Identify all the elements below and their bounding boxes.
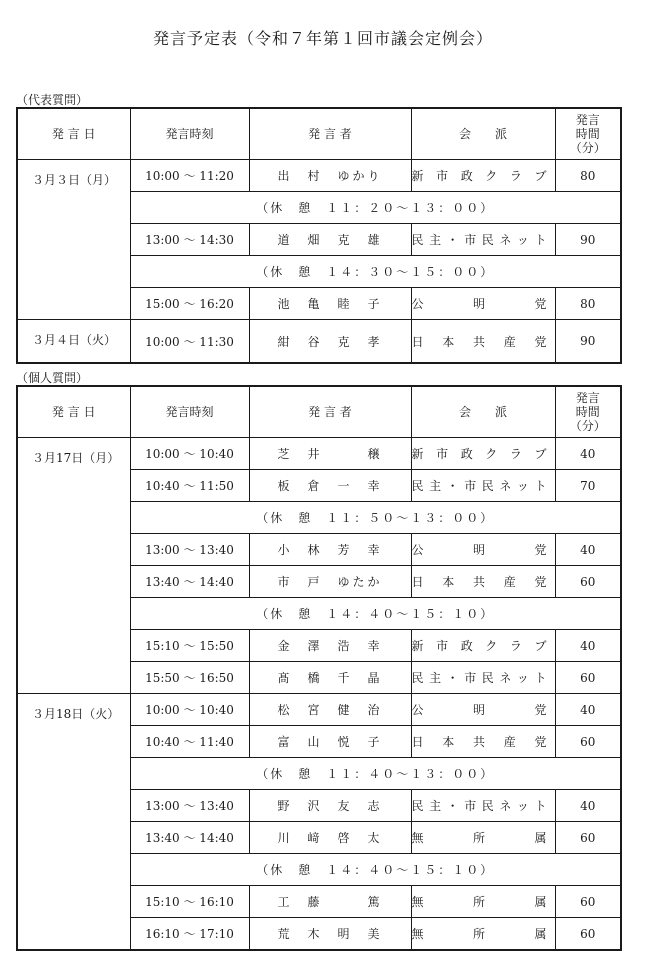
header-day: 発 言 日	[17, 386, 130, 438]
time-cell: 10:00 ～ 11:20	[130, 160, 249, 192]
faction-text: 日 本 共 産 党	[411, 575, 547, 589]
time-cell: 10:40 ～ 11:40	[130, 726, 249, 758]
faction-cell	[411, 566, 555, 598]
speaker-cell: 金 澤 浩 幸	[249, 630, 411, 662]
minutes-cell: 40	[555, 534, 621, 566]
header-day: 発 言 日	[17, 108, 130, 160]
time-cell: 13:40 ～ 14:40	[130, 822, 249, 854]
speaker-cell: 工 藤 篤	[249, 886, 411, 918]
minutes-cell: 60	[555, 566, 621, 598]
day-cell: ３月４日（火）	[17, 320, 130, 364]
day-cell: ３月18日（火）	[17, 694, 130, 951]
section-label: （個人質問）	[16, 371, 89, 385]
break-cell: （休 憩 １４：３０～１５：００）	[130, 256, 621, 288]
page-title: 発言予定表（令和７年第１回市議会定例会）	[152, 29, 493, 48]
section-label: （代表質問）	[16, 93, 89, 107]
speaker-cell: 出 村 ゆかり	[249, 160, 411, 192]
header-time: 発言時刻	[130, 386, 249, 438]
time-cell: 13:00 ～ 14:30	[130, 224, 249, 256]
faction-cell	[411, 160, 555, 192]
minutes-cell: 40	[555, 790, 621, 822]
faction-cell	[411, 320, 555, 364]
faction-cell	[411, 790, 555, 822]
minutes-cell: 90	[555, 224, 621, 256]
minutes-cell: 90	[555, 320, 621, 364]
speaker-cell: 紺 谷 克 孝	[249, 320, 411, 364]
header-minutes	[555, 386, 621, 438]
speaker-cell: 板 倉 一 幸	[249, 470, 411, 502]
faction-text: 公 明 党	[411, 543, 547, 557]
header-speaker: 発 言 者	[249, 386, 411, 438]
header-faction: 会 派	[411, 108, 555, 160]
minutes-cell: 60	[555, 918, 621, 951]
header-row	[17, 108, 621, 160]
table-row	[17, 694, 621, 726]
break-cell: （休 憩 １４：４０～１５：１０）	[130, 854, 621, 886]
faction-cell	[411, 470, 555, 502]
minutes-cell: 40	[555, 438, 621, 470]
time-cell: 10:00 ～ 11:30	[130, 320, 249, 364]
speaker-cell: 富 山 悦 子	[249, 726, 411, 758]
faction-text: 日 本 共 産 党	[411, 334, 547, 349]
time-cell: 13:00 ～ 13:40	[130, 534, 249, 566]
minutes-cell: 80	[555, 160, 621, 192]
time-cell: 13:00 ～ 13:40	[130, 790, 249, 822]
header-row	[17, 386, 621, 438]
header-minutes-line: 時間	[575, 127, 600, 141]
time-cell: 10:00 ～ 10:40	[130, 438, 249, 470]
schedule-table-representative	[16, 107, 622, 364]
faction-text: 新 市 政 ク ラ ブ	[411, 169, 547, 183]
header-minutes-line: 発言	[575, 113, 600, 127]
faction-text: 日 本 共 産 党	[411, 735, 547, 749]
faction-cell	[411, 288, 555, 320]
minutes-cell: 60	[555, 662, 621, 694]
minutes-cell: 60	[555, 726, 621, 758]
faction-text: 公 明 党	[411, 297, 547, 311]
header-faction: 会 派	[411, 386, 555, 438]
day-cell: ３月３日（月）	[17, 160, 130, 320]
time-cell: 13:40 ～ 14:40	[130, 566, 249, 598]
day-cell: ３月17日（月）	[17, 438, 130, 694]
break-cell: （休 憩 １１：２０～１３：００）	[130, 192, 621, 224]
faction-cell	[411, 822, 555, 854]
faction-text: 民主・市民ネット	[411, 799, 547, 813]
speaker-cell: 道 畑 克 雄	[249, 224, 411, 256]
minutes-cell: 70	[555, 470, 621, 502]
faction-cell	[411, 662, 555, 694]
faction-text: 公 明 党	[411, 703, 547, 717]
speaker-cell: 髙 橋 千 晶	[249, 662, 411, 694]
faction-cell	[411, 224, 555, 256]
faction-text: 無 所 属	[411, 927, 547, 941]
schedule-table-individual	[16, 385, 622, 951]
speaker-cell: 荒 木 明 美	[249, 918, 411, 951]
faction-text: 新 市 政 ク ラ ブ	[411, 447, 547, 461]
speaker-cell: 野 沢 友 志	[249, 790, 411, 822]
speaker-cell: 市 戸 ゆたか	[249, 566, 411, 598]
faction-text: 無 所 属	[411, 831, 547, 845]
speaker-cell: 小 林 芳 幸	[249, 534, 411, 566]
faction-cell	[411, 918, 555, 951]
faction-cell	[411, 630, 555, 662]
faction-cell	[411, 886, 555, 918]
minutes-cell: 40	[555, 694, 621, 726]
faction-cell	[411, 726, 555, 758]
header-minutes	[555, 108, 621, 160]
speaker-cell: 芝 井 穣	[249, 438, 411, 470]
header-time: 発言時刻	[130, 108, 249, 160]
faction-cell	[411, 534, 555, 566]
faction-text: 無 所 属	[411, 895, 547, 909]
speaker-cell: 池 亀 睦 子	[249, 288, 411, 320]
faction-text: 新 市 政 ク ラ ブ	[411, 639, 547, 653]
table-row	[17, 320, 621, 364]
table-row	[17, 160, 621, 192]
header-minutes-line: （分）	[569, 419, 606, 433]
time-cell: 16:10 ～ 17:10	[130, 918, 249, 951]
break-cell: （休 憩 １４：４０～１５：１０）	[130, 598, 621, 630]
minutes-cell: 60	[555, 886, 621, 918]
faction-cell	[411, 438, 555, 470]
table-row	[17, 438, 621, 470]
minutes-cell: 40	[555, 630, 621, 662]
minutes-cell: 60	[555, 822, 621, 854]
faction-text: 民主・市民ネット	[411, 671, 547, 685]
time-cell: 10:40 ～ 11:50	[130, 470, 249, 502]
faction-text: 民主・市民ネット	[411, 479, 547, 493]
time-cell: 15:50 ～ 16:50	[130, 662, 249, 694]
speaker-cell: 川 﨑 啓 太	[249, 822, 411, 854]
header-minutes-line: （分）	[569, 141, 606, 155]
break-cell: （休 憩 １１：５０～１３：００）	[130, 502, 621, 534]
minutes-cell: 80	[555, 288, 621, 320]
time-cell: 15:10 ～ 15:50	[130, 630, 249, 662]
faction-text: 民主・市民ネット	[411, 233, 547, 247]
header-minutes-line: 時間	[575, 405, 600, 419]
time-cell: 10:00 ～ 10:40	[130, 694, 249, 726]
time-cell: 15:00 ～ 16:20	[130, 288, 249, 320]
break-cell: （休 憩 １１：４０～１３：００）	[130, 758, 621, 790]
speaker-cell: 松 宮 健 治	[249, 694, 411, 726]
header-speaker: 発 言 者	[249, 108, 411, 160]
header-minutes-line: 発言	[575, 391, 600, 405]
faction-cell	[411, 694, 555, 726]
time-cell: 15:10 ～ 16:10	[130, 886, 249, 918]
